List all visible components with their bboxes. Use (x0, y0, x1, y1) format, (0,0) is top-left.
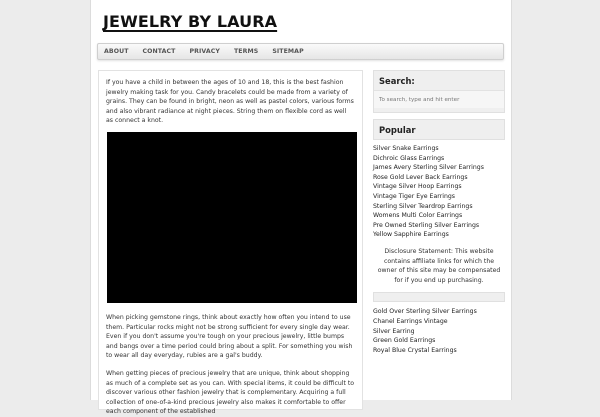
popular-link[interactable]: Dichroic Glass Earrings (373, 154, 445, 162)
page-container (90, 0, 512, 416)
popular-link[interactable]: Sterling Silver Teardrop Earrings (373, 202, 473, 210)
main-nav (97, 43, 504, 60)
more-link[interactable]: Silver Earring (373, 327, 415, 335)
article-paragraph: When getting pieces of precious jewelry that are unique, think about shopping as much of a complete set as you can. With special items, it could be difficult to discover various other fashion jewelry that is complementary. Acquiring a full collection of one-of-a-kind precious jewelry also makes it comfortable to offer each component of the established (106, 369, 355, 416)
more-link[interactable]: Gold Over Sterling Silver Earrings (373, 308, 477, 316)
search-widget (373, 70, 505, 113)
popular-link[interactable]: Yellow Sapphire Earrings (373, 231, 449, 239)
more-links (373, 302, 505, 355)
nav-sitemap[interactable]: SITEMAP (272, 48, 304, 55)
sidebar (373, 70, 505, 355)
more-link[interactable]: Chanel Earrings Vintage (373, 317, 448, 325)
popular-link[interactable]: Vintage Tiger Eye Earrings (373, 192, 456, 200)
article-paragraph: When picking gemstone rings, think about exactly how often you intend to use them. Particular rocks might not be strong sufficient for every single day wear. Even if you don't assume you're tough on your precious jewelry, little bumps and bangs over a time period could bring about a split. For something you wish to wear all day everyday, rubies are a gal's buddy. (106, 313, 353, 360)
popular-link[interactable]: Pre Owned Sterling Silver Earrings (373, 221, 480, 229)
site-title[interactable]: JEWELRY BY LAURA (103, 12, 278, 31)
nav-contact[interactable]: CONTACT (142, 48, 176, 55)
popular-link[interactable]: James Avery Sterling Silver Earrings (373, 164, 484, 172)
more-link[interactable]: Royal Blue Crystal Earrings (373, 346, 457, 354)
popular-link[interactable]: Vintage Silver Hoop Earrings (373, 183, 462, 191)
popular-links (373, 140, 505, 240)
disclosure-statement: Disclosure Statement: This website contains affiliate links for which the owner of this site may be compensated for if you end up purchasing. (377, 247, 501, 284)
nav-terms[interactable]: TERMS (233, 48, 259, 55)
search-input[interactable] (374, 90, 504, 108)
main-content (98, 70, 363, 416)
popular-link[interactable]: Rose Gold Lever Back Earrings (373, 173, 468, 181)
nav-privacy[interactable]: PRIVACY (189, 48, 220, 55)
popular-widget-header (373, 119, 505, 140)
video-player[interactable] (107, 132, 357, 303)
popular-link[interactable]: Silver Snake Earrings (373, 145, 439, 152)
popular-link[interactable]: Womens Multi Color Earrings (373, 212, 463, 220)
popular-widget-title: Popular (379, 125, 416, 135)
search-widget-title: Search: (379, 76, 415, 86)
nav-about[interactable]: ABOUT (104, 48, 129, 55)
widget-divider (373, 292, 505, 302)
article-paragraph: If you have a child in between the ages of 10 and 18, this is the best fashion jewelry making task for you. Candy bracelets could be made from a variety of grains. They can be found in bright, neon as well as pastel colors, various forms and also vibrant radiance at night pieces. String them on flexible cord as well as connect a knot. (106, 79, 354, 125)
more-link[interactable]: Green Gold Earrings (373, 337, 436, 345)
